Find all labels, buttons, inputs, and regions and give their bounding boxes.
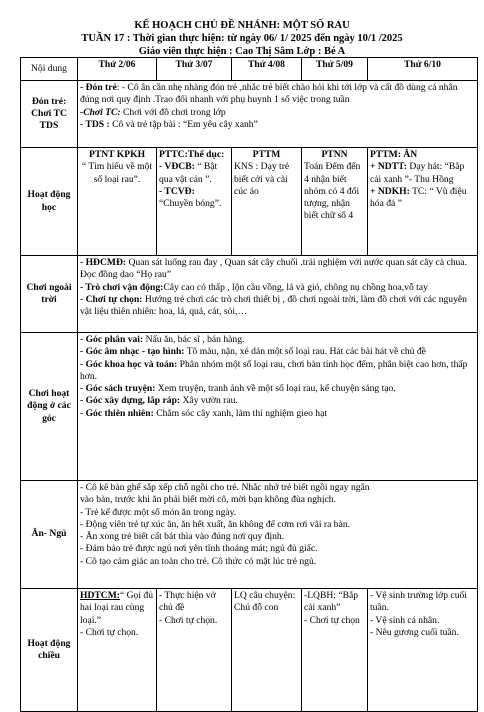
row-hoat-dong-hoc — [21, 148, 478, 256]
choi-ngoai-troi-content: - HĐCMĐ: Quan sát luống rau đay , Quan sát cây chuối .trải nghiệm với nước quan sát cây cà chua. Đọc đồng dao “Họ rau” - Trò chơi vận động:Cây cao cỏ thấp , lộn cầu vồng, lá và gió, chông nụ chồng hoa,vỗ tay - Chơi tự chọn: Hướng trẻ chơi các trò chơi thiết bị , đồ chơi ngoài trời, làm đồ chơi với các nguyên vật liệu thiên nhiên: hoa, lá, quả, cát, sỏi,… — [78, 256, 478, 333]
col-header-content: Nội dung — [21, 58, 78, 81]
row-don-tre — [21, 81, 478, 148]
header-row — [21, 58, 478, 81]
row-label-don-tre: Đón trẻ: Chơi TC TDS — [21, 81, 78, 148]
an-ngu-content — [78, 481, 478, 589]
week-line: TUẦN 17 : Thời gian thực hiện: từ ngày 06/ 1/ 2025 đến ngày 10/1 /2025 — [81, 33, 403, 44]
chieu-thu: -LQBH: “Bắp cải xanh” - Chơi tự chọn — [302, 589, 368, 712]
col-header-wed: Thứ 4/08 — [232, 58, 302, 81]
an-ngu-line: - Động viên trẻ tự xúc ăn, ăn hết xuất, ăn không để cơm rơi vãi ra bàn. — [80, 518, 351, 530]
chieu-wed: LQ câu chuyện: Chú đỗ con — [232, 589, 302, 712]
an-ngu-line: - Trẻ kể được một số món ăn trong ngày. — [80, 506, 237, 518]
hdh-thu: PTNN Toán Đếm đến 4 nhận biết nhóm có 4 đối tượng, nhận biết chữ số 4 — [302, 148, 368, 256]
an-ngu-line: - Đảm bảo trẻ được ngủ nơi yên tĩnh thoáng mát; ngủ đủ giấc. — [80, 543, 318, 555]
row-label-an-ngu: Ăn- Ngủ — [21, 481, 78, 589]
an-ngu-line: - Ăn xong trẻ biết cất bát thìa vào đúng nơi quy định. — [80, 531, 285, 543]
row-goc — [21, 333, 478, 481]
chieu-mon: HDTCM:“ Gọi đủ hai loại rau cùng loại.” - Chơi tự chọn. — [78, 589, 157, 712]
hdh-fri: PTTM: ÂN + NDTT: Dạy hát: “Bắp cải xanh ”- Thu Hồng + NDKH: TC: “ Vũ điệu hóa đá ” — [368, 148, 478, 256]
row-choi-ngoai-troi — [21, 256, 478, 333]
plan-table — [20, 57, 478, 712]
don-tre-content: - Đón trẻ: - Cô ân cần nhẹ nhàng đón trẻ ,nhắc trẻ biết chào hỏi khi tới lớp và cất đồ dùng cá nhân đúng nơi quy định .Trao đổi nhanh với phụ huynh 1 số việc trong tuần -Chơi TC: Chơi với đồ chơi trong lớp - TDS : Cô và trẻ tập bài : “Em yêu cây xanh” — [78, 81, 478, 148]
plan-title: KẾ HOẠCH CHỦ ĐỀ NHÁNH: MỘT SỐ RAU — [134, 20, 350, 31]
chieu-tue: - Thực hiện vở chủ đề - Chơi tự chọn. — [157, 589, 232, 712]
an-ngu-line: - Cô kê bàn ghế sắp xếp chỗ ngồi cho trẻ. Nhắc nhở trẻ biết ngồi ngay ngắn — [80, 482, 370, 493]
row-label-hoat-dong-hoc: Hoạt động học — [21, 148, 78, 256]
col-header-fri: Thứ 6/10 — [368, 58, 478, 81]
goc-content: - Góc phân vai: Nấu ăn, bác sĩ , bán hàng. - Góc âm nhạc - tạo hình: Tô màu, nặn, xé dán một số loại rau. Hát các bài hát về chủ đề - Góc khoa học và toán: Phân nhóm một số loại rau, chơi bàn tính học đếm, phân biệt cao hơn, thấp hơn. - Góc sách truyện: Xem truyện, tranh ảnh về một số loại rau, kể chuyện sáng tạo. - Góc xây dựng, lắp ráp: Xây vườn rau. - Góc thiên nhiên: Chăm sóc cây xanh, làm thí nghiệm gieo hạt — [78, 333, 478, 481]
row-label-chieu: Hoạt động chiều — [21, 589, 78, 712]
hdh-mon: PTNT KPKH “ Tìm hiểu về một số loại rau”. — [78, 148, 157, 256]
chieu-fri: - Vệ sinh trường lớp cuối tuần. - Vệ sinh cá nhân. - Nêu gương cuối tuần. — [368, 589, 478, 712]
row-label-choi-ngoai-troi: Chơi ngoài trời — [21, 256, 78, 333]
col-header-thu: Thứ 5/09 — [302, 58, 368, 81]
an-ngu-line: - Cô tạo cảm giác an toàn cho trẻ. Cô thức có mặt lúc trẻ ngủ. — [80, 555, 317, 567]
hdh-tue: PTTC:Thể dục: - VĐCB: “ Bật qua vật cản ”. - TCVĐ: “Chuyền bóng”. — [157, 148, 232, 256]
an-ngu-line: vào bàn, trước khi ăn phải biết mời cô, mời bạn không đùa nghịch. — [80, 494, 336, 506]
row-label-goc: Chơi hoạt động ở các góc — [21, 333, 78, 481]
col-header-mon: Thứ 2/06 — [78, 58, 157, 81]
row-an-ngu — [21, 481, 478, 589]
col-header-tue: Thứ 3/07 — [157, 58, 232, 81]
hdh-wed: PTTM KNS : Dạy trẻ biết cởi và cài cúc áo — [232, 148, 302, 256]
teacher-line: Giáo viên thực hiện : Cao Thị Sâm Lớp : Bé A — [138, 46, 346, 57]
row-chieu — [21, 589, 478, 712]
